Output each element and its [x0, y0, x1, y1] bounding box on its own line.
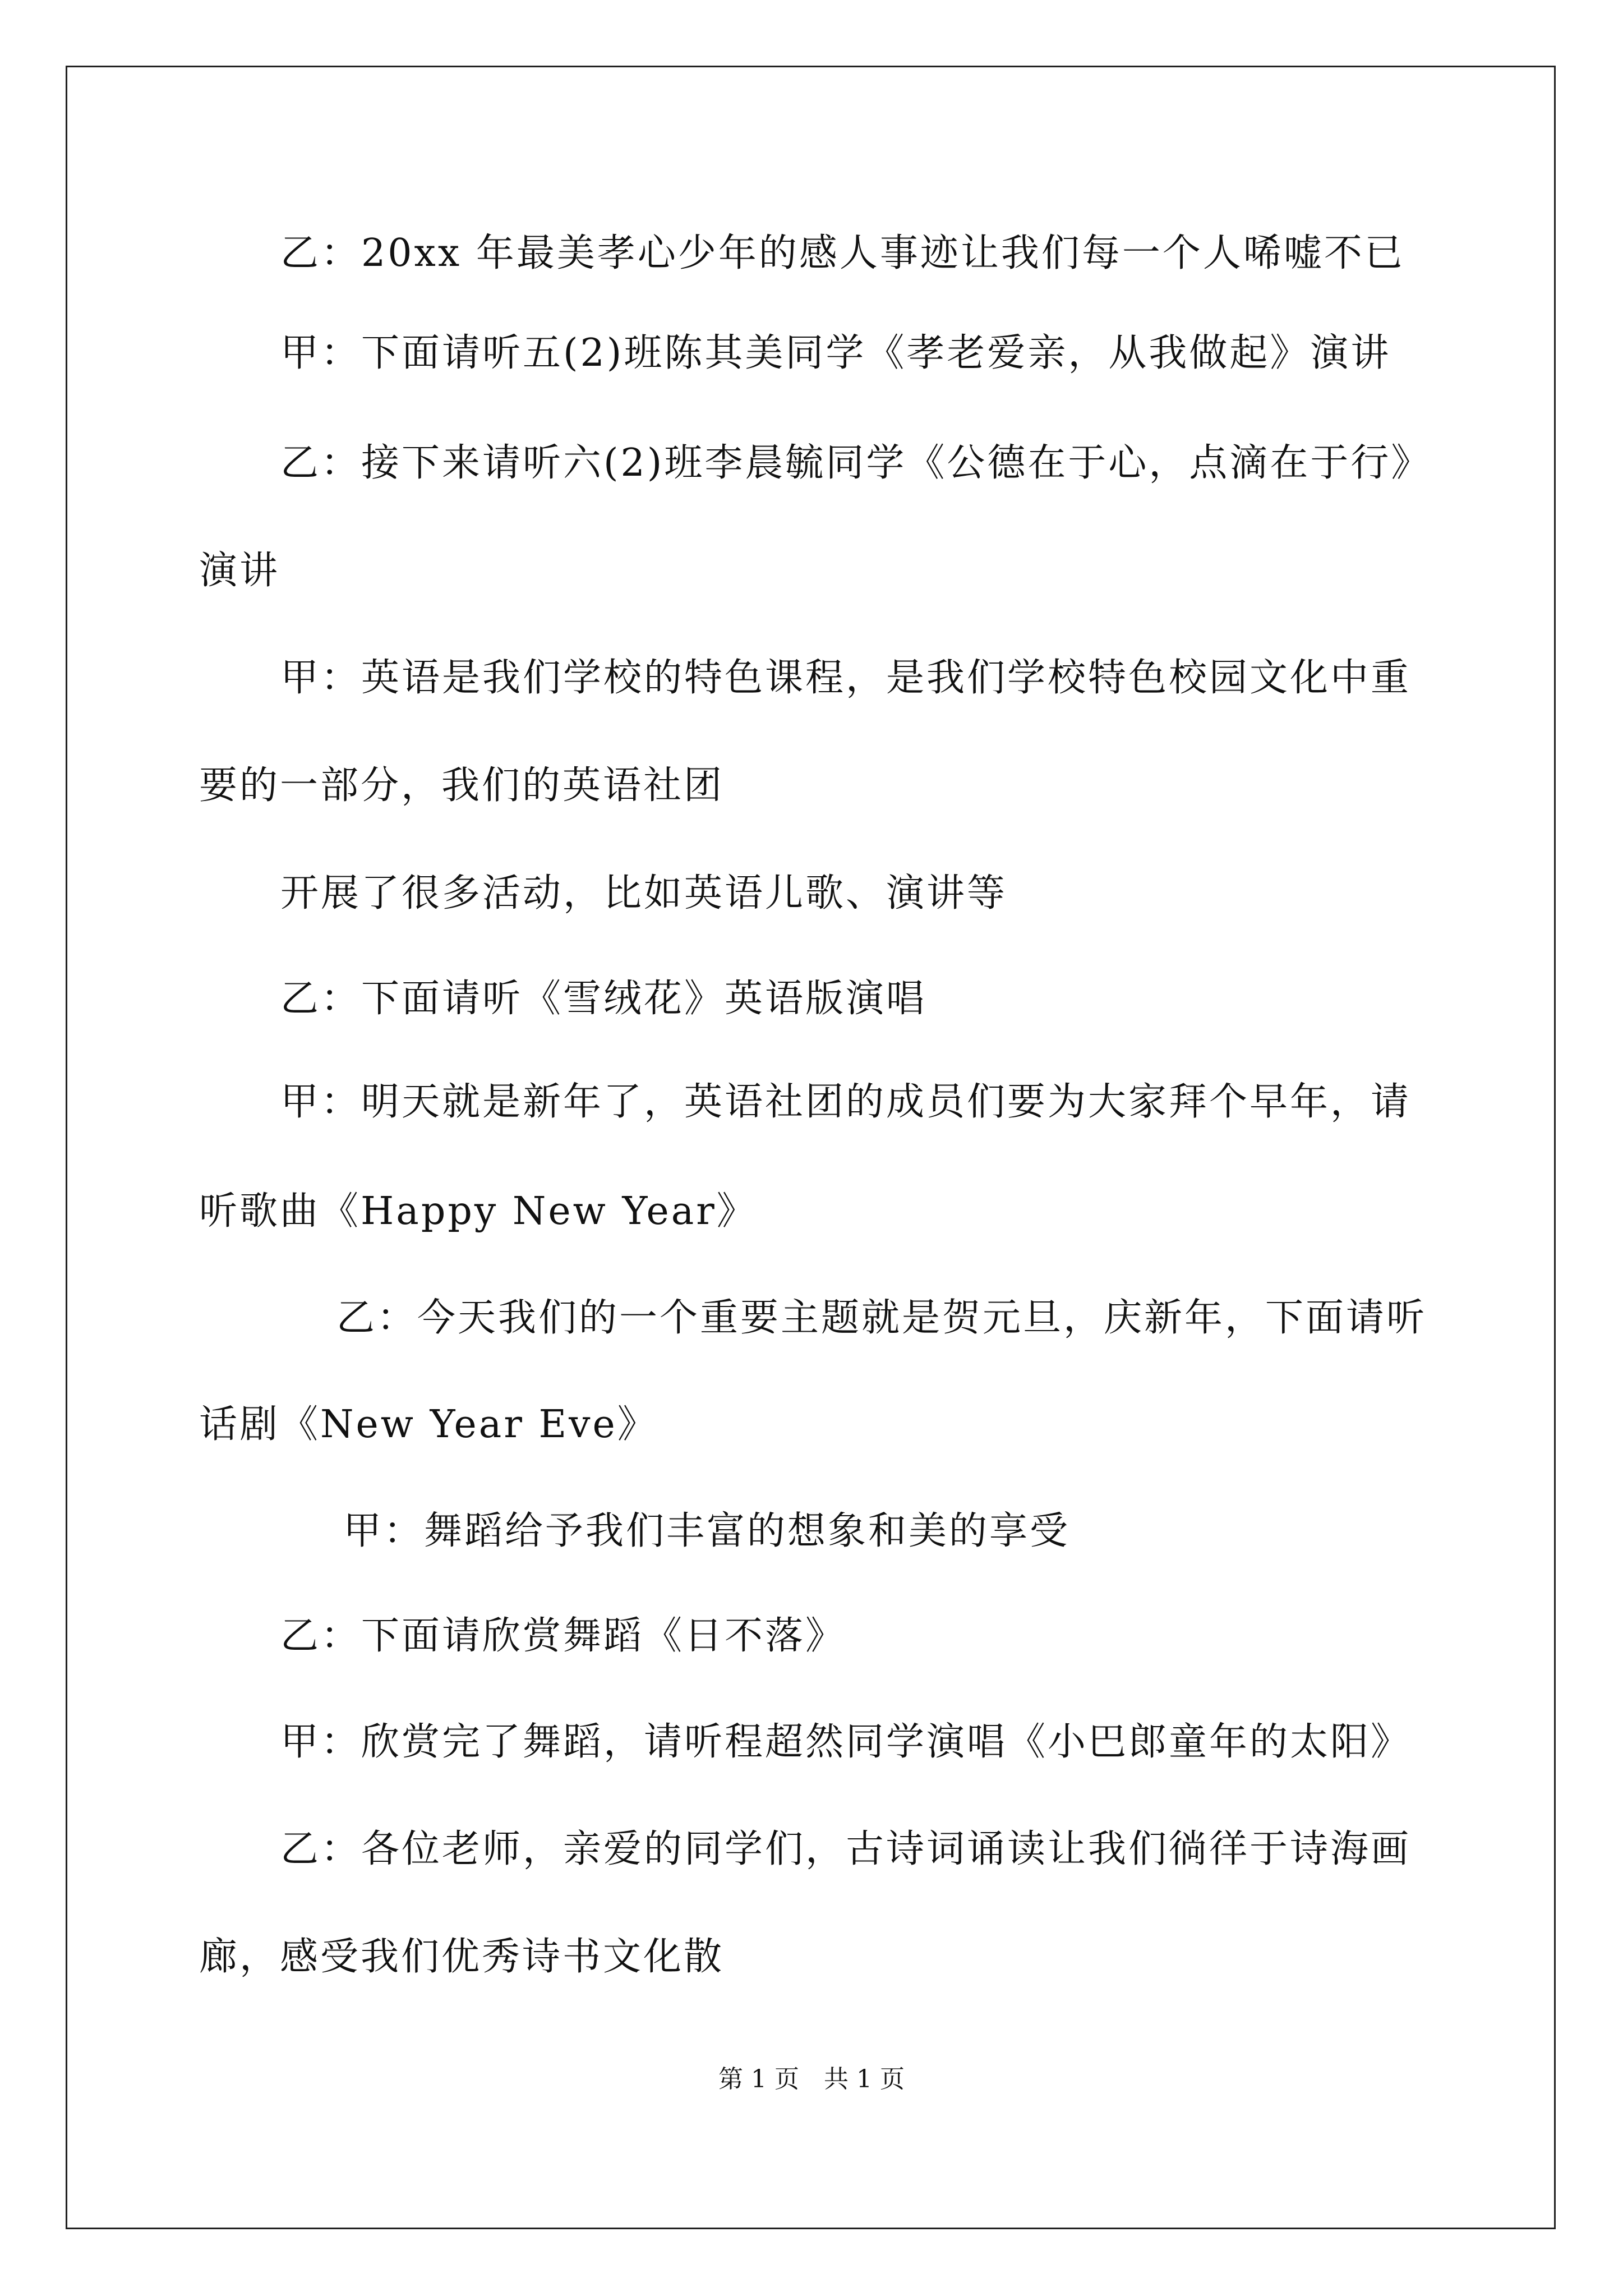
paragraph-line: 演讲	[199, 549, 280, 593]
paragraph-line: 要的一部分，我们的英语社团	[199, 763, 725, 808]
paragraph-line: 甲：明天就是新年了，英语社团的成员们要为大家拜个早年，请	[280, 1080, 1412, 1124]
paragraph-line: 乙：下面请听《雪绒花》英语版演唱	[280, 977, 927, 1021]
page-number-footer: 第 1 页 共 1 页	[718, 2065, 905, 2093]
paragraph-line: 甲：欣赏完了舞蹈，请听程超然同学演唱《小巴郎童年的太阳》	[280, 1720, 1412, 1764]
paragraph-line: 开展了很多活动，比如英语儿歌、演讲等	[280, 871, 1008, 915]
paragraph-line: 乙：各位老师，亲爱的同学们，古诗词诵读让我们徜徉于诗海画	[280, 1827, 1412, 1871]
paragraph-line: 乙：下面请欣赏舞蹈《日不落》	[280, 1614, 846, 1658]
paragraph-line: 甲：英语是我们学校的特色课程，是我们学校特色校园文化中重	[280, 656, 1412, 700]
paragraph-line: 乙：接下来请听六(2)班李晨毓同学《公德在于心，点滴在于行》	[280, 441, 1432, 485]
paragraph-line: 听歌曲《Happy New Year》	[199, 1189, 757, 1234]
paragraph-line: 话剧《New Year Eve》	[199, 1402, 658, 1447]
paragraph-line: 甲：下面请听五(2)班陈其美同学《孝老爱亲，从我做起》演讲	[280, 331, 1391, 375]
paragraph-line: 甲：舞蹈给予我们丰富的想象和美的享受	[343, 1509, 1071, 1553]
paragraph-line: 廊，感受我们优秀诗书文化散	[199, 1935, 725, 1979]
paragraph-line: 乙：20xx 年最美孝心少年的感人事迹让我们每一个人唏嘘不已	[280, 231, 1405, 275]
page-border	[66, 66, 1556, 2229]
paragraph-line: 乙：今天我们的一个重要主题就是贺元旦，庆新年，下面请听	[336, 1296, 1427, 1340]
